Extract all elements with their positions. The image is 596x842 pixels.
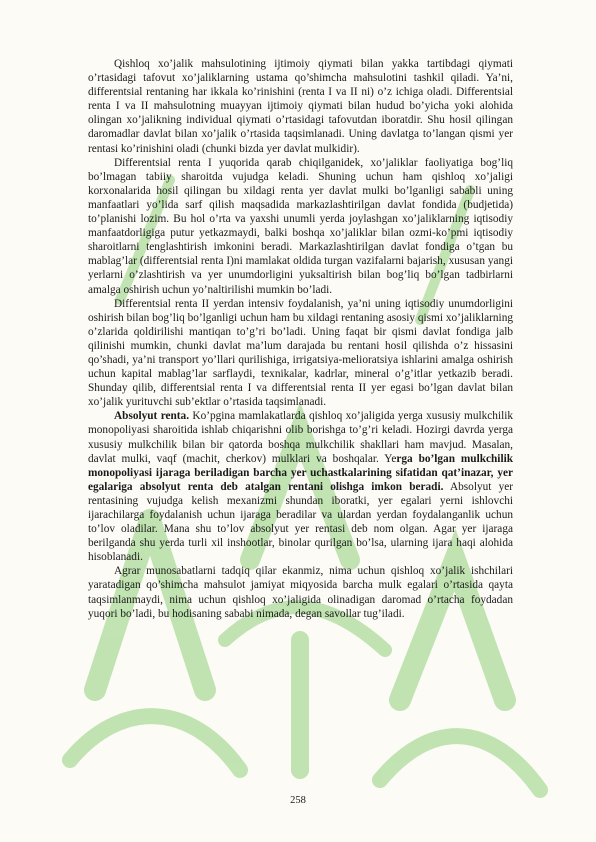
paragraph — [88, 57, 513, 156]
text-run: Agrar munosabatlarni tadqiq qilar ekanmiz, nima uchun qishloq xo’jalik ishchilari yaratadigan qo’shimcha mahsulot jamiyat miqyosida barcha mulk egalari o’rtasida qayta taqsimlanmaydi, nima uchun qishloq xo’jaligida olinadigan daromad o’rtacha foydadan yuqori bo’ladi, bu hodisaning sababi nimada, degan savollar tug’iladi. — [88, 565, 513, 620]
paragraph — [88, 156, 513, 297]
bold-text: Absolyut renta. — [114, 410, 190, 423]
paragraph — [88, 409, 513, 564]
body-text — [88, 57, 513, 621]
bold-text: rga bo’lgan mulkchilik monopoliyasi ijaraga beriladigan barcha yer uchastkalarining sifatidan qat’inazar, yer egalariga absolyut renta deb atalgan rentani olishga imkon beradi. — [88, 452, 514, 493]
text-run: Differentsial renta I yuqorida qarab chiqilganidek, xo’jaliklar faoliyatiga bog’liq bo’lmagan tabiiy sharoitda vujudga keladi. Shuning uchun ham qishloq xo’jaligi korxonalarida hosil qilingan bu xildagi renta yer davlat mulki bo’lganligi sababli uning manfaatlari yo’lida sarf qilish maqsadida markazlashtirilgan davlat fondida (budjetida) to’planishi lozim. Bu hol o’rta va yaxshi unumli yerda joylashgan xo’jaliklarning iqtisodiy manfaatdorligiga putur yetkazmaydi, balki boshqa xo’jaliklar bilan ozmi-ko’pmi iqtisodiy sharoitlarni tenglashtirish imkonini beradi. Markazlashtirilgan davlat fondiga o’tgan bu mablag’lar (differentsial renta I)ni mamlakat oldida turgan vazifalarni bajarish, xususan yangi yerlarni o’zlashtirish va yer unumdorligini yuksaltirish bilan bog’liq bo’lgan tadbirlarni amalga oshirish uchun yo’naltirilishi mumkin bo’ladi. — [88, 156, 513, 296]
text-run: Ko’pgina mamlakatlarda qishloq xo’jaligida yerga xususiy mulkchilik monopoliyasi sharoitida ishlab chiqarishni olib borishga to’g’ri keladi. Hozirgi davrda yerga xususiy mulkchilik bilan bir qatorda boshqa mulkchilik shakllari ham mavjud. Masalan, davlat mulki, vaqf (machit, cherkov) mulklari va boshqalar. Ye — [88, 410, 514, 465]
paragraph — [88, 564, 513, 620]
text-run: Qishloq xo’jalik mahsulotining ijtimoiy qiymati bilan yakka tartibdagi qiymati o’rtasidagi tafovut xo’jaliklarning ustama qo’shimcha mahsulotini tashkil qiladi. Ya’ni, differentsial rentaning har ikkala ko’rinishini (renta I va II ni) o’z ichiga oladi. Differentsial renta I va II mahsulotning muayyan ijtimoiy qiymati bilan hudud bo’yicha yoki alohida olingan xo’jalikning individual qiymati o’rtasidagi tafovutdan iboratdir. Shu hosil qilingan daromadlar davlat bilan xo’jalik o’rtasida taqsimlanadi. Uning davlatga to’langan qismi yer rentasi ko’rinishini oladi (chunki bizda yer davlat mulkidir). — [88, 58, 513, 155]
paragraph — [88, 297, 513, 410]
text-run: Absolyut yer rentasining vujudga kelish mexanizmi shundan iboratki, yer egalari yerni ishlovchi ijarachilarga foydalanish uchun ijaraga beradilar va ulardan yerdan foydalanganlik uchun to’lov oladilar. Mana shu to’lov absolyut yer rentasi deb nom olgan. Agar yer ijaraga berilganda shu yerda turli xil inshootlar, binolar qurilgan bo’lsa, ularning ijara haqi alohida hisoblanadi. — [88, 480, 513, 564]
page-number: 258 — [290, 795, 306, 806]
text-run: Differentsial renta II yerdan intensiv foydalanish, ya’ni uning iqtisodiy unumdorligini oshirish bilan bog’liq bo’lganligi uchun ham bu xildagi rentaning asosiy qismi xo’jaliklarning o’zlarida qoldirilishi mantiqan to’g’ri bo’ladi. Uning faqat bir qismi davlat fondiga jalb qilinishi mumkin, chunki davlat ma’lum darajada bu rentani hosil qilishda o’z hissasini qo’shadi, ya’ni transport yo’llari qurilishiga, irrigatsiya-melioratsiya ishlarini amalga oshirish uchun kapital mablag’lar sarflaydi, texnikalar, kadrlar, mineral o’g’itlar yetkazib beradi. Shunday qilib, differentsial renta I va differentsial renta II yer egasi bo’lgan davlat bilan xo’jalik yurituvchi sub’ektlar o’rtasida taqsimlanadi. — [88, 297, 513, 409]
